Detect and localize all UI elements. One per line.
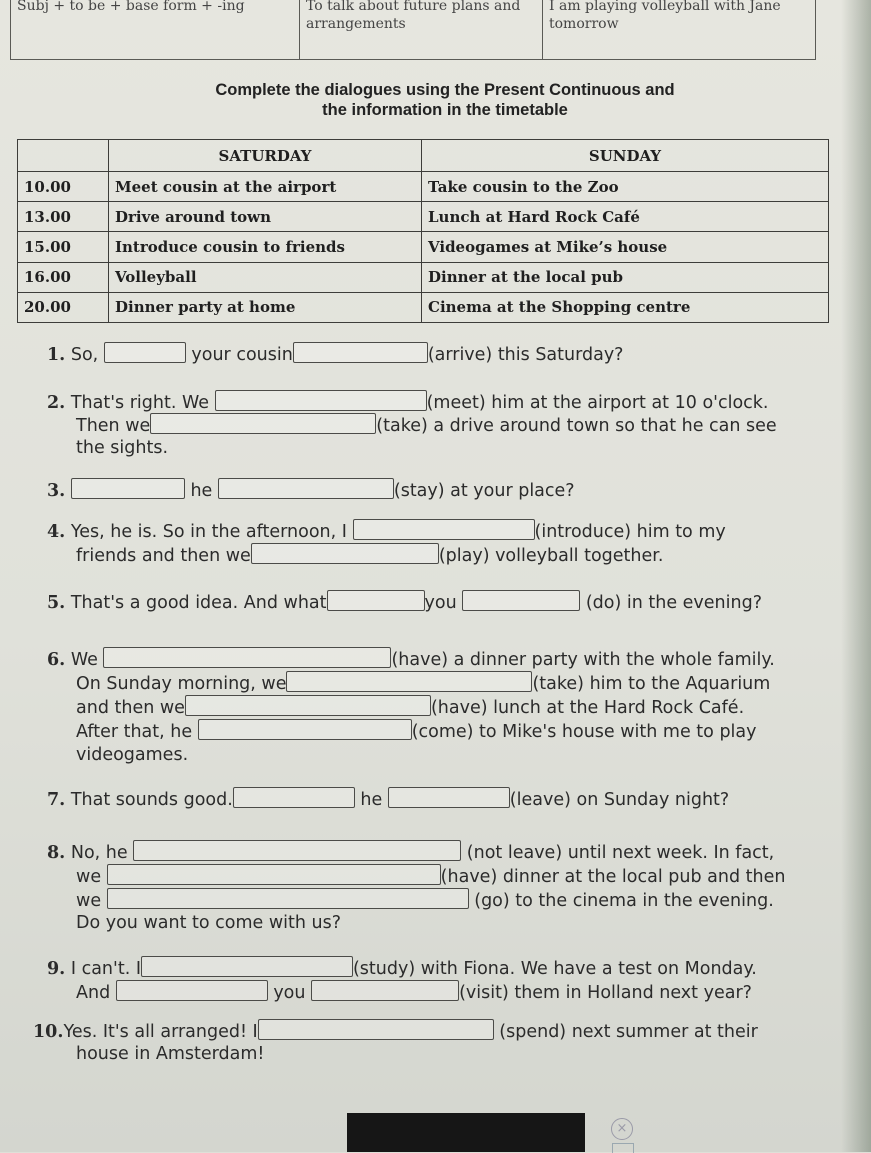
answer-box[interactable] (388, 787, 510, 808)
answer-box[interactable] (198, 719, 412, 740)
answer-box[interactable] (251, 543, 439, 564)
close-icon[interactable]: × (611, 1118, 633, 1140)
answer-box[interactable] (311, 980, 459, 1001)
answer-box[interactable] (107, 864, 441, 885)
answer-box[interactable] (141, 956, 353, 977)
page-edge-shadow (841, 0, 871, 1152)
answer-box[interactable] (116, 980, 268, 1001)
answer-box[interactable] (71, 478, 185, 499)
table-row: 10.00 Meet cousin at the airport Take cousin to the Zoo (18, 172, 829, 202)
table-row: 16.00 Volleyball Dinner at the local pub (18, 262, 829, 292)
timetable (17, 139, 829, 323)
answer-box[interactable] (103, 647, 391, 668)
answer-box[interactable] (185, 695, 431, 716)
answer-box[interactable] (462, 590, 580, 611)
timetable-header-row: SATURDAY SUNDAY (18, 140, 829, 172)
answer-box[interactable] (327, 590, 425, 611)
answer-box[interactable] (104, 342, 186, 363)
table-row: 13.00 Drive around town Lunch at Hard Rock Café (18, 202, 829, 232)
answer-box[interactable] (286, 671, 532, 692)
bottom-toolbar (347, 1113, 585, 1152)
rule-form-cell: Subj + to be + base form + -ing (11, 0, 300, 60)
answer-box[interactable] (293, 342, 428, 363)
answer-box[interactable] (133, 840, 461, 861)
rule-use-cell: To talk about future plans and arrangements (300, 0, 543, 60)
table-row: 20.00 Dinner party at home Cinema at the Shopping centre (18, 292, 829, 322)
answer-box[interactable] (218, 478, 394, 499)
table-row: 15.00 Introduce cousin to friends Videogames at Mike’s house (18, 232, 829, 262)
exercise-instructions: Complete the dialogues using the Present Continuous and the information in the timetable (215, 81, 675, 119)
answer-box[interactable] (150, 413, 376, 434)
answer-box[interactable] (215, 390, 427, 411)
answer-box[interactable] (233, 787, 355, 808)
grammar-rule-table (10, 0, 816, 60)
answer-box[interactable] (258, 1019, 494, 1040)
answer-box[interactable] (353, 519, 535, 540)
rule-example-cell: I am playing volleyball with Jane tomorrow (543, 0, 816, 60)
answer-box[interactable] (107, 888, 469, 909)
